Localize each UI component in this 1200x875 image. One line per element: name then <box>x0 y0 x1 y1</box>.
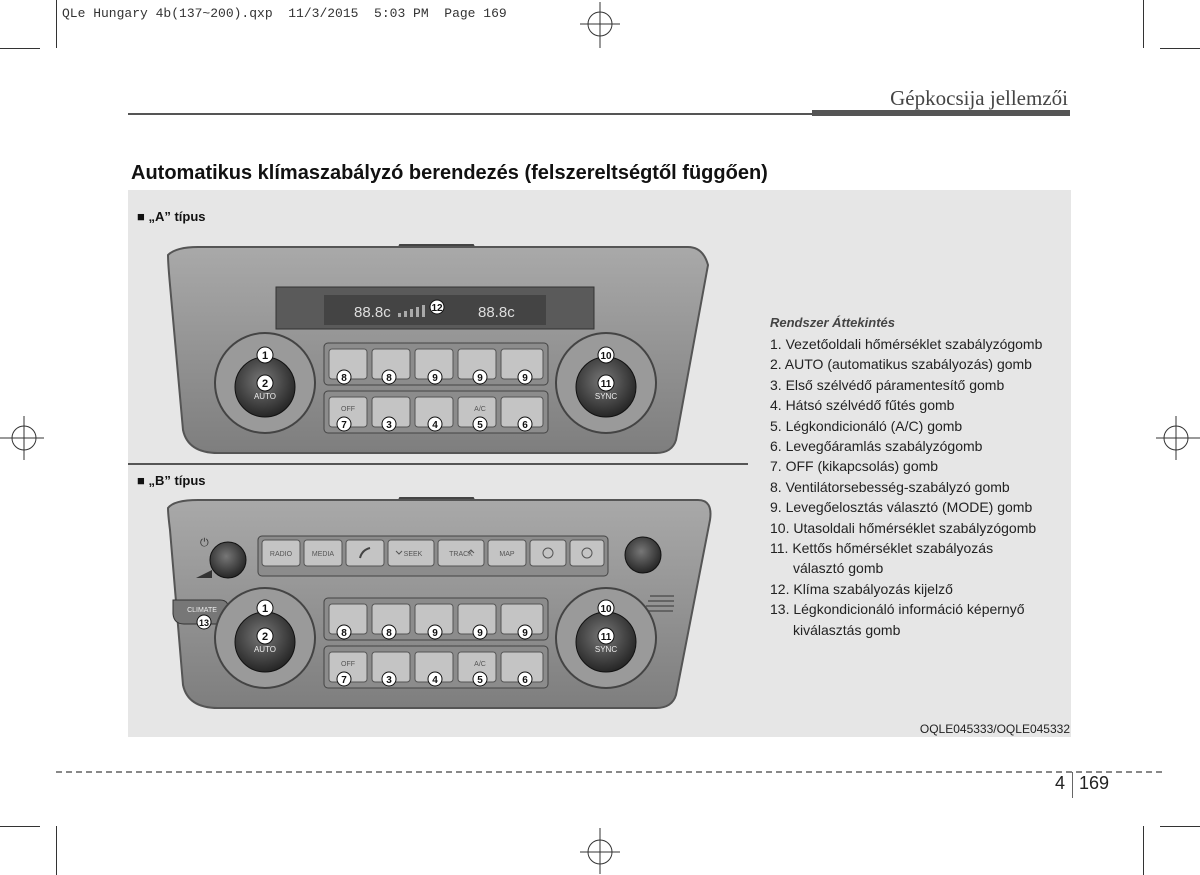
svg-text:4: 4 <box>432 420 438 431</box>
svg-text:13: 13 <box>198 618 210 628</box>
svg-text:11: 11 <box>600 379 612 390</box>
svg-text:10: 10 <box>600 351 612 362</box>
svg-text:6: 6 <box>522 675 528 686</box>
legend-item: 8. Ventilátorsebesség-szabályzó gomb <box>770 478 1010 495</box>
svg-text:1: 1 <box>261 603 269 615</box>
off-label: OFF <box>341 406 355 413</box>
svg-text:7: 7 <box>341 420 347 431</box>
print-info: QLe Hungary 4b(137~200).qxp 11/3/2015 5:03 PM Page 169 <box>62 6 507 21</box>
legend-item-continuation: választó gomb <box>793 560 884 577</box>
climate-panel-a <box>128 225 748 460</box>
display-left-temp: 88.8c <box>354 304 391 321</box>
svg-text:5: 5 <box>477 675 483 686</box>
crop-mark-top-left-h <box>0 48 40 49</box>
type-b-label: ■ „B” típus <box>137 473 206 488</box>
seek-label: SEEK <box>403 551 423 558</box>
power-volume-knob[interactable] <box>210 542 246 578</box>
chapter-number: 4 <box>1055 773 1066 793</box>
legend-item: 12. Klíma szabályozás kijelző <box>770 580 953 597</box>
auto-label: AUTO <box>253 645 277 654</box>
tune-knob[interactable] <box>625 537 661 573</box>
off-label: OFF <box>341 661 355 668</box>
radio-label: RADIO <box>269 551 293 558</box>
svg-text:9: 9 <box>522 373 528 384</box>
legend-list <box>770 334 1070 640</box>
legend-item: 4. Hátsó szélvédő fűtés gomb <box>770 397 955 414</box>
svg-text:12: 12 <box>431 303 443 314</box>
sync-label: SYNC <box>594 645 618 654</box>
svg-text:7: 7 <box>341 675 347 686</box>
svg-text:6: 6 <box>522 420 528 431</box>
crop-mark-top-right-h <box>1160 48 1200 49</box>
svg-text:2: 2 <box>261 631 269 643</box>
legend-title: Rendszer Áttekintés <box>770 315 895 330</box>
section-title: Gépkocsija jellemzői <box>890 86 1068 110</box>
page-number-separator <box>1072 772 1073 798</box>
map-label: MAP <box>499 551 515 558</box>
title-rule-accent <box>812 110 1070 116</box>
legend-item: 10. Utasoldali hőmérséklet szabályzógomb <box>770 519 1037 536</box>
svg-text:3: 3 <box>386 420 392 431</box>
display-right-temp: 88.8c <box>478 304 515 321</box>
ac-label: A/C <box>474 406 486 413</box>
sync-label: SYNC <box>594 392 618 401</box>
ac-label: A/C <box>474 661 486 668</box>
phone-button[interactable] <box>346 540 384 566</box>
svg-text:2: 2 <box>261 378 269 390</box>
type-a-label: ■ „A” típus <box>137 209 206 224</box>
registration-mark-right <box>1154 414 1200 462</box>
page-heading: Automatikus klímaszabályzó berendezés (felszereltségtől függően) <box>131 162 768 184</box>
climate-panel-b <box>128 490 748 735</box>
figure-code: OQLE045333/OQLE045332 <box>919 722 1070 736</box>
svg-text:5: 5 <box>477 420 483 431</box>
svg-text:9: 9 <box>522 628 528 639</box>
crop-mark-bottom-right-h <box>1160 826 1200 827</box>
setup-button[interactable] <box>570 540 604 566</box>
crop-mark-top-left-v <box>56 0 57 48</box>
svg-text:9: 9 <box>477 373 483 384</box>
crop-mark-bottom-right-v <box>1143 826 1144 875</box>
crop-mark-bottom-left-v <box>56 826 57 875</box>
legend-item: 11. Kettős hőmérséklet szabályozás <box>770 540 994 557</box>
svg-text:8: 8 <box>386 373 392 384</box>
footer-rule <box>56 771 1162 773</box>
svg-text:8: 8 <box>341 628 347 639</box>
svg-text:9: 9 <box>477 628 483 639</box>
svg-text:11: 11 <box>600 632 612 643</box>
auto-label: AUTO <box>253 392 277 401</box>
svg-text:4: 4 <box>432 675 438 686</box>
registration-mark-left <box>0 414 46 462</box>
legend-item: 1. Vezetőoldali hőmérséklet szabályzógomb <box>770 336 1043 352</box>
svg-text:10: 10 <box>600 604 612 615</box>
legend-item: 9. Levegőelosztás választó (MODE) gomb <box>770 499 1033 516</box>
registration-mark-top <box>576 2 624 50</box>
media-label: MEDIA <box>311 551 335 558</box>
svg-text:8: 8 <box>386 628 392 639</box>
svg-text:3: 3 <box>386 675 392 686</box>
legend-item: 2. AUTO (automatikus szabályozás) gomb <box>770 356 1032 373</box>
legend-item: 6. Levegőáramlás szabályzógomb <box>770 438 983 455</box>
page-number: 169 <box>1079 773 1110 793</box>
legend-item: 5. Légkondicionáló (A/C) gomb <box>770 417 963 434</box>
legend-item-continuation: kiválasztás gomb <box>793 621 901 638</box>
figure-divider <box>128 463 748 465</box>
track-label: TRACK <box>449 551 473 558</box>
svg-text:1: 1 <box>261 350 269 362</box>
svg-text:9: 9 <box>432 628 438 639</box>
legend-item: 13. Légkondicionáló információ képernyő <box>770 601 1025 618</box>
crop-mark-top-right-v <box>1143 0 1144 48</box>
legend-item: 7. OFF (kikapcsolás) gomb <box>770 458 939 475</box>
info-button[interactable] <box>530 540 566 566</box>
svg-text:8: 8 <box>341 373 347 384</box>
power-icon: ⏻ <box>200 537 209 549</box>
legend-item: 3. Első szélvédő páramentesítő gomb <box>770 376 1005 393</box>
registration-mark-bottom <box>576 826 624 874</box>
crop-mark-bottom-left-h <box>0 826 40 827</box>
svg-text:9: 9 <box>432 373 438 384</box>
climate-label: CLIMATE <box>187 607 217 614</box>
